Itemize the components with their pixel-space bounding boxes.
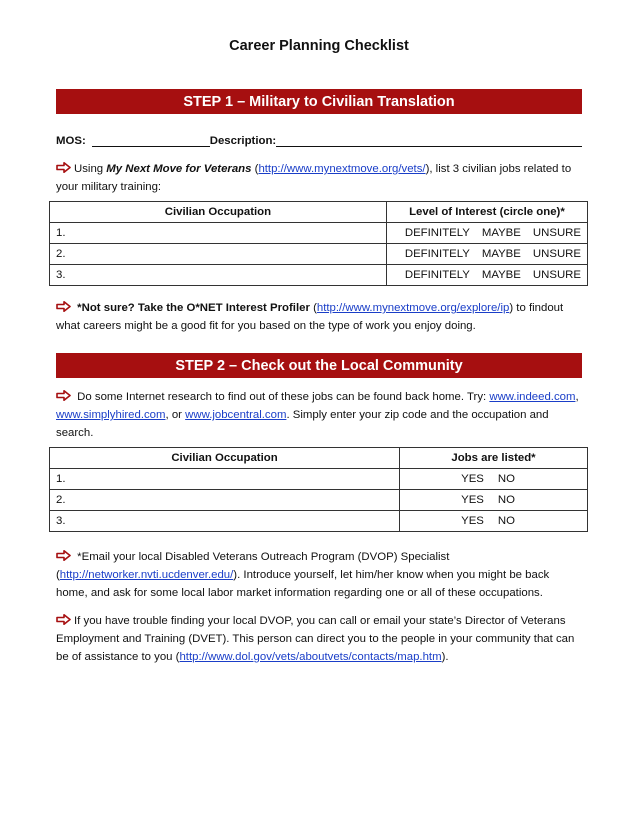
- paren-open: (: [251, 163, 259, 175]
- step2-intro: [56, 388, 582, 442]
- jobcentral-link[interactable]: www.jobcentral.com: [185, 409, 287, 421]
- option-yes[interactable]: YES: [461, 494, 484, 506]
- option-maybe[interactable]: MAYBE: [481, 227, 521, 239]
- row-number[interactable]: 1.: [50, 469, 400, 490]
- row-number[interactable]: 3.: [50, 265, 387, 286]
- right-arrow-icon: [56, 301, 71, 312]
- interest-table: [49, 201, 588, 286]
- jobs-table: [49, 447, 588, 532]
- description-field[interactable]: [276, 134, 582, 147]
- step1-intro: [56, 160, 582, 196]
- yes-no-options: [400, 490, 588, 511]
- interest-options: [386, 265, 587, 286]
- option-no[interactable]: NO: [497, 494, 515, 506]
- separator: , or: [165, 409, 186, 421]
- mos-description-row: [56, 134, 582, 147]
- table-header-row: [50, 202, 588, 223]
- step2-banner: [56, 353, 582, 378]
- table-header-row: [50, 448, 588, 469]
- table-row: [50, 469, 588, 490]
- step1-intro-text-end: ), list 3 civilian jobs related to your military training:: [56, 163, 572, 193]
- row-number[interactable]: 2.: [50, 490, 400, 511]
- step1-note: [56, 299, 582, 335]
- paren-open: (: [309, 302, 317, 314]
- row-number[interactable]: 1.: [50, 223, 387, 244]
- option-yes[interactable]: YES: [461, 515, 484, 527]
- table-row: [50, 223, 588, 244]
- separator: ,: [575, 391, 579, 403]
- description-label: Description:: [209, 135, 277, 147]
- table-row: [50, 265, 588, 286]
- dvet-contacts-link[interactable]: http://www.dol.gov/vets/aboutvets/contacts/map.htm: [179, 651, 442, 663]
- dvet-paragraph: [56, 612, 582, 666]
- right-arrow-icon: [56, 390, 71, 401]
- option-no[interactable]: NO: [497, 473, 515, 485]
- option-definitely[interactable]: DEFINITELY: [404, 269, 470, 281]
- step2-intro-text: Do some Internet research to find out of these jobs can be found back home. Try:: [74, 391, 490, 403]
- dvop-text: *Email your local Disabled Veterans Outreach Program (DVOP) Specialist (: [56, 551, 450, 581]
- col-header-jobs-listed: Jobs are listed*: [400, 448, 588, 469]
- option-unsure[interactable]: UNSURE: [532, 248, 581, 260]
- right-arrow-icon: [56, 614, 71, 625]
- right-arrow-icon: [56, 162, 71, 173]
- page-title: Career Planning Checklist: [229, 38, 409, 54]
- table-row: [50, 244, 588, 265]
- yes-no-options: [400, 511, 588, 532]
- step2-banner-text: STEP 2 – Check out the Local Community: [175, 357, 463, 374]
- option-unsure[interactable]: UNSURE: [532, 269, 581, 281]
- dvet-text: If you have trouble finding your local DVOP, you can call or email your state’s Director of Veterans Employment and Training (DVET). This person can direct you to the people in your community that can be of assistance to you (: [56, 615, 575, 663]
- option-definitely[interactable]: DEFINITELY: [404, 227, 470, 239]
- dvop-specialist-link[interactable]: http://networker.nvti.ucdenver.edu/: [59, 569, 234, 581]
- right-arrow-icon: [56, 550, 71, 561]
- step2-intro-text-end: . Simply enter your zip code and the occupation and search.: [56, 409, 549, 439]
- mynextmove-vets-link[interactable]: http://www.mynextmove.org/vets/: [258, 163, 426, 175]
- table-row: [50, 511, 588, 532]
- row-number[interactable]: 3.: [50, 511, 400, 532]
- onet-profiler-title: O*NET Interest Profiler: [186, 302, 310, 314]
- option-yes[interactable]: YES: [461, 473, 484, 485]
- dvop-text-end: ). Introduce yourself, let him/her know when you might be back home, and ask for some local labor market information regarding one or all of these occupations.: [56, 569, 550, 599]
- step1-banner-text: STEP 1 – Military to Civilian Translation: [183, 93, 455, 110]
- simplyhired-link[interactable]: www.simplyhired.com: [56, 409, 166, 421]
- option-maybe[interactable]: MAYBE: [481, 269, 521, 281]
- step1-intro-text: Using: [74, 163, 107, 175]
- option-definitely[interactable]: DEFINITELY: [404, 248, 470, 260]
- option-unsure[interactable]: UNSURE: [532, 227, 581, 239]
- col-header-interest: Level of Interest (circle one)*: [386, 202, 587, 223]
- step1-banner: [56, 89, 582, 114]
- option-no[interactable]: NO: [497, 515, 515, 527]
- onet-profiler-link[interactable]: http://www.mynextmove.org/explore/ip: [316, 302, 510, 314]
- mos-label: MOS:: [56, 135, 86, 147]
- col-header-occupation: Civilian Occupation: [50, 448, 400, 469]
- col-header-occupation: Civilian Occupation: [50, 202, 387, 223]
- note-lead: *Not sure? Take the: [77, 302, 187, 314]
- option-maybe[interactable]: MAYBE: [481, 248, 521, 260]
- mos-field[interactable]: [92, 134, 210, 147]
- yes-no-options: [400, 469, 588, 490]
- interest-options: [386, 244, 587, 265]
- dvop-paragraph: [56, 548, 582, 602]
- row-number[interactable]: 2.: [50, 244, 387, 265]
- my-next-move-title: My Next Move for Veterans: [106, 163, 252, 175]
- table-row: [50, 490, 588, 511]
- interest-options: [386, 223, 587, 244]
- dvet-text-end: ).: [441, 651, 449, 663]
- step1-note-text-end: ) to findout what careers might be a good fit for you based on the type of work you enjoy doing.: [56, 302, 564, 332]
- indeed-link[interactable]: www.indeed.com: [489, 391, 576, 403]
